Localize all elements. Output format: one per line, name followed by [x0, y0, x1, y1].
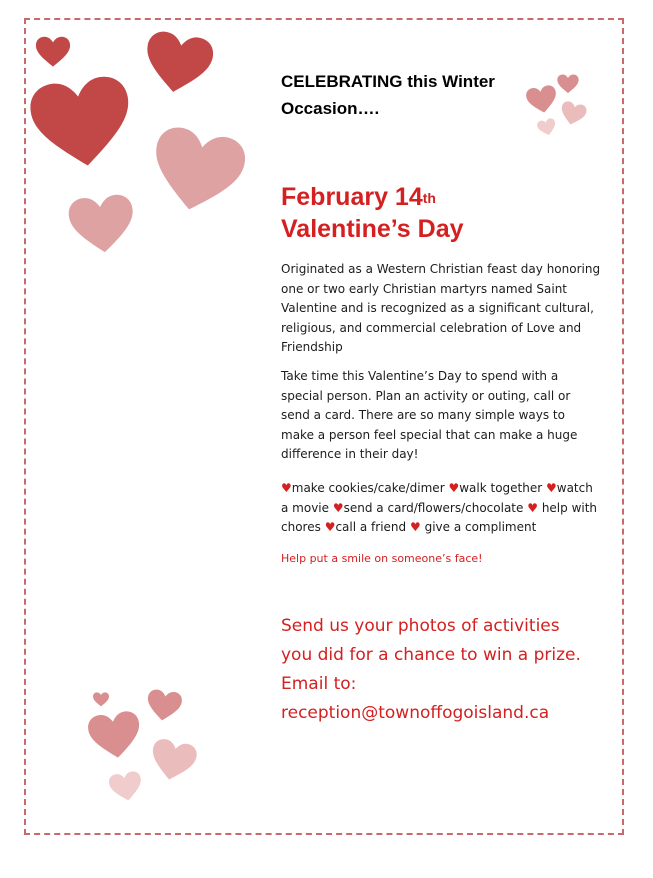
bullet-heart-icon: ♥ [281, 481, 292, 495]
idea-item: watch a movie [281, 481, 593, 515]
contest-email-link[interactable]: reception@townoffogoisland.ca [281, 703, 550, 723]
event-holiday: Valentine’s Day [281, 215, 464, 243]
heading [281, 68, 581, 122]
heart-icon [84, 708, 146, 763]
bullet-heart-icon: ♥ [448, 481, 460, 495]
idea-item: give a compliment [424, 520, 537, 534]
heart-icon [63, 191, 141, 258]
bullet-heart-icon: ♥ [324, 520, 336, 534]
heart-icon [92, 692, 110, 707]
idea-item: walk together [459, 481, 543, 495]
activity-ideas [281, 479, 601, 538]
bullet-heart-icon: ♥ [332, 500, 344, 515]
contest-line-1: Send us your photos of activities [281, 616, 560, 636]
idea-item: help with chores [281, 500, 598, 534]
heart-icon [34, 36, 72, 68]
heart-icon [106, 769, 147, 805]
bullet-heart-icon: ♥ [546, 481, 557, 495]
history-paragraph: Originated as a Western Christian feast day honoring one or two early Christian martyrs named Saint Valentine and is recognized as a significant cultural, religious, and commercial celebration of Love and Friendship [281, 262, 601, 354]
heart-icon [143, 688, 185, 725]
heart-icon [22, 71, 142, 177]
event-date-main: February 14 [281, 183, 423, 211]
smile-line: Help put a smile on someone’s face! [281, 552, 483, 565]
heading-line-2: Occasion…. [281, 99, 380, 118]
invitation-paragraph: Take time this Valentine’s Day to spend with a special person. Plan an activity or outing, call or send a card. There are so many simple ways to make a person feel special that can make a huge difference in their day! [281, 369, 578, 461]
idea-item: call a friend [335, 520, 407, 534]
contest-line-3: Email to: [281, 674, 357, 694]
bullet-heart-icon: ♥ [409, 520, 421, 534]
photo-contest [281, 612, 601, 728]
idea-item: make cookies/cake/dimer [291, 481, 445, 495]
event-date [281, 181, 601, 213]
heading-line-1: CELEBRATING this Winter [281, 72, 495, 91]
contest-line-2: you did for a chance to win a prize. [281, 645, 581, 665]
heart-icon [135, 27, 221, 101]
idea-item: send a card/flowers/chocolate [343, 500, 524, 515]
bullet-heart-icon: ♥ [527, 500, 538, 515]
event-title [281, 181, 601, 245]
event-date-suffix: th [422, 190, 436, 206]
